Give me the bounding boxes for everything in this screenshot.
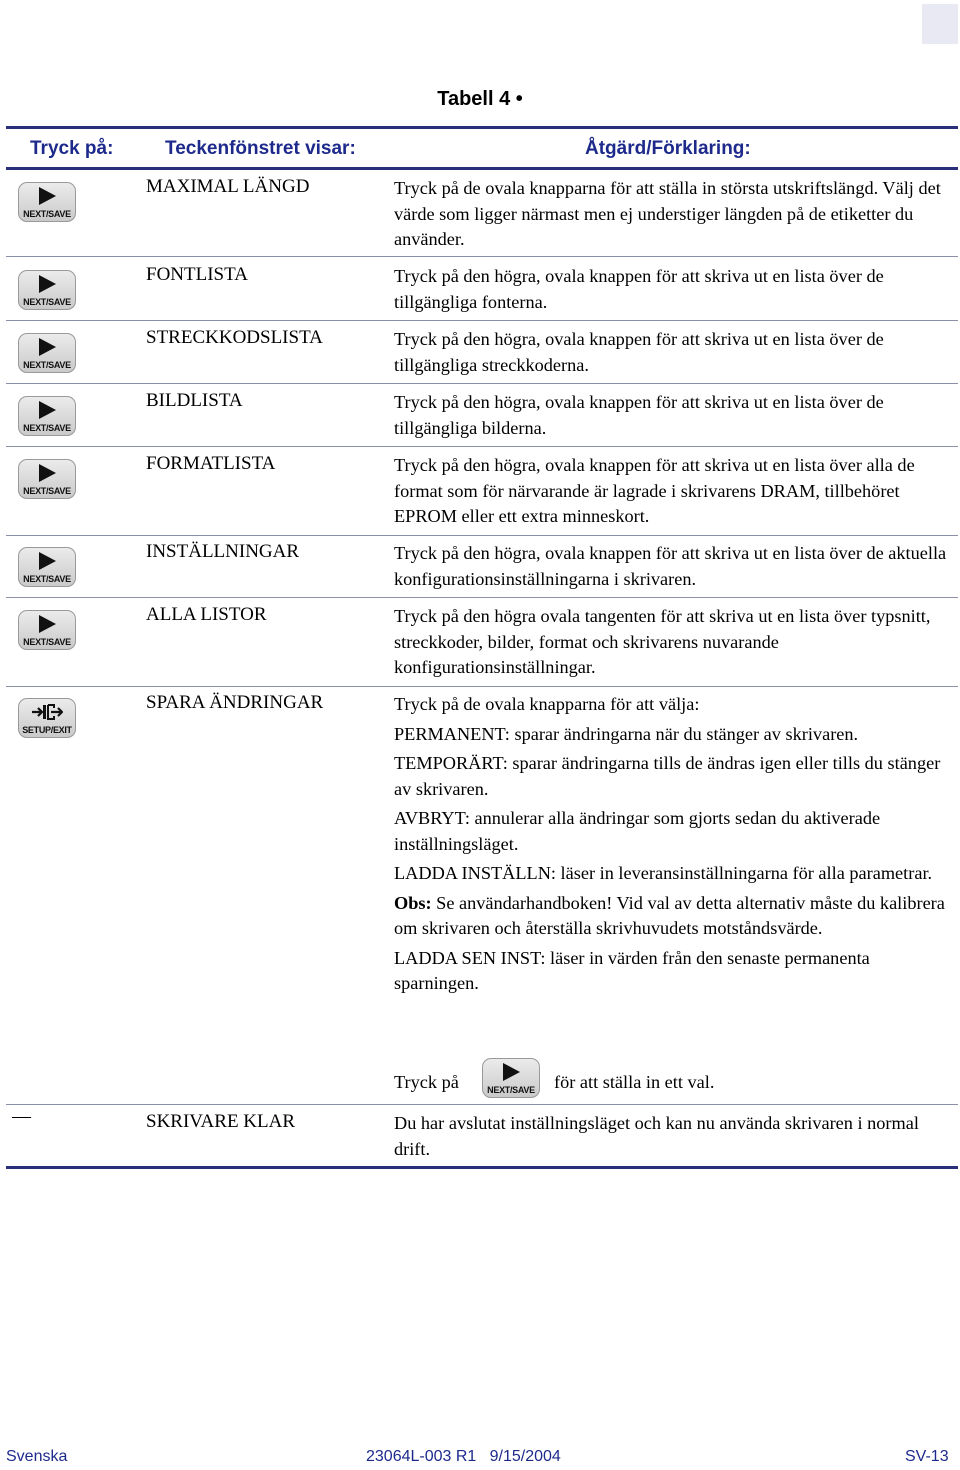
next-save-button[interactable]: NEXT/SAVE: [18, 333, 76, 373]
option-load-defaults: LADDA INSTÄLLN: läser in leveransinställningarna för alla parametrar.: [394, 863, 933, 883]
save-intro: Tryck på de ovala knapparna för att välja:: [394, 694, 700, 714]
option-cancel: AVBRYT: annulerar alla ändringar som gjorts sedan du aktiverade inställningsläget.: [394, 808, 881, 854]
description: Du har avslutat inställningsläget och kan nu använda skrivaren i normal drift.: [394, 1113, 919, 1159]
row-divider: [6, 256, 958, 257]
row-divider: [6, 1104, 958, 1105]
description: Tryck på de ovala knapparna för att ställa in största utskriftslängd. Välj det värde som ligger närmast men ej understiger längden på de etiketter du använder.: [394, 178, 941, 249]
display-text: STRECKKODSLISTA: [146, 327, 323, 348]
play-arrow-icon: [39, 275, 56, 293]
display-text: INSTÄLLNINGAR: [146, 541, 300, 562]
row-divider: [6, 320, 958, 321]
press-instruction-after: för att ställa in ett val.: [554, 1072, 715, 1092]
display-text: FORMATLISTA: [146, 453, 276, 474]
next-save-button-inline[interactable]: NEXT/SAVE: [482, 1058, 540, 1098]
row-divider: [6, 686, 958, 687]
description: Tryck på den högra, ovala knappen för att skriva ut en lista över de tillgängliga fonterna.: [394, 266, 884, 312]
description: Tryck på den högra, ovala knappen för att skriva ut en lista över alla de format som för närvarande är lagrade i skrivarens DRAM, tillbehöret EPROM eller ett extra minneskort.: [394, 455, 915, 526]
next-save-button[interactable]: NEXT/SAVE: [18, 610, 76, 650]
next-save-button[interactable]: NEXT/SAVE: [18, 270, 76, 310]
setup-exit-button[interactable]: SETUP/EXIT: [18, 698, 76, 738]
play-arrow-icon: [39, 401, 56, 419]
footer-language: Svenska: [6, 1448, 68, 1465]
table-title: Tabell 4 •: [437, 88, 523, 110]
row-divider: [6, 446, 958, 447]
row-divider: [6, 597, 958, 598]
setup-exit-icon: [31, 703, 63, 721]
header-bottom-rule: [6, 167, 958, 170]
header-display: Teckenfönstret visar:: [165, 138, 356, 159]
note: [394, 891, 956, 942]
row-divider: [6, 383, 958, 384]
play-arrow-icon: [39, 338, 56, 356]
play-arrow-icon: [39, 187, 56, 205]
display-text: FONTLISTA: [146, 264, 248, 285]
next-save-button[interactable]: NEXT/SAVE: [18, 396, 76, 436]
display-text: SPARA ÄNDRINGAR: [146, 692, 324, 713]
option-temporary: TEMPORÄRT: sparar ändringarna tills de ändras igen eller tills du stänger av skrivaren.: [394, 753, 941, 799]
display-text: ALLA LISTOR: [146, 604, 267, 625]
next-save-button[interactable]: NEXT/SAVE: [18, 182, 76, 222]
display-text: MAXIMAL LÄNGD: [146, 176, 310, 197]
footer-doc-id: 23064L-003 R1 9/15/2004: [366, 1448, 561, 1465]
header-action: Åtgärd/Förklaring:: [585, 138, 751, 159]
header-top-rule: [6, 126, 958, 129]
row-divider: [6, 535, 958, 536]
description: Tryck på den högra, ovala knappen för att skriva ut en lista över de tillgängliga bilderna.: [394, 392, 884, 438]
option-permanent: PERMANENT: sparar ändringarna när du stänger av skrivaren.: [394, 723, 859, 744]
corner-tab: [922, 4, 958, 44]
table-bottom-rule: [6, 1166, 958, 1169]
play-arrow-icon: [39, 464, 56, 482]
description: Tryck på den högra, ovala knappen för att skriva ut en lista över de aktuella konfigurationsinställningarna i skrivaren.: [394, 543, 947, 589]
play-arrow-icon: [503, 1063, 520, 1081]
play-arrow-icon: [39, 615, 56, 633]
footer-page-number: SV-13: [905, 1448, 949, 1465]
no-button-dash: —: [12, 1106, 31, 1127]
description: [394, 692, 956, 997]
description: Tryck på den högra, ovala knappen för att skriva ut en lista över de tillgängliga streckkoderna.: [394, 329, 884, 375]
display-text: SKRIVARE KLAR: [146, 1111, 296, 1132]
note-text: Se användarhandboken! Vid val av detta alternativ måste du kalibrera om skrivaren och återställa skrivhuvudets motståndsvärde.: [394, 892, 945, 938]
play-arrow-icon: [39, 552, 56, 570]
press-instruction-before: Tryck på: [394, 1072, 459, 1092]
header-press: Tryck på:: [30, 138, 114, 159]
next-save-button[interactable]: NEXT/SAVE: [18, 459, 76, 499]
option-load-last: LADDA SEN INST: läser in värden från den senaste permanenta sparningen.: [394, 947, 870, 993]
description: Tryck på den högra ovala tangenten för att skriva ut en lista över typsnitt, streckkoder, bilder, format och skrivarens nuvarande konfigurationsinställningar.: [394, 606, 931, 677]
next-save-button[interactable]: NEXT/SAVE: [18, 547, 76, 587]
display-text: BILDLISTA: [146, 390, 243, 411]
note-label: Obs:: [394, 892, 432, 913]
